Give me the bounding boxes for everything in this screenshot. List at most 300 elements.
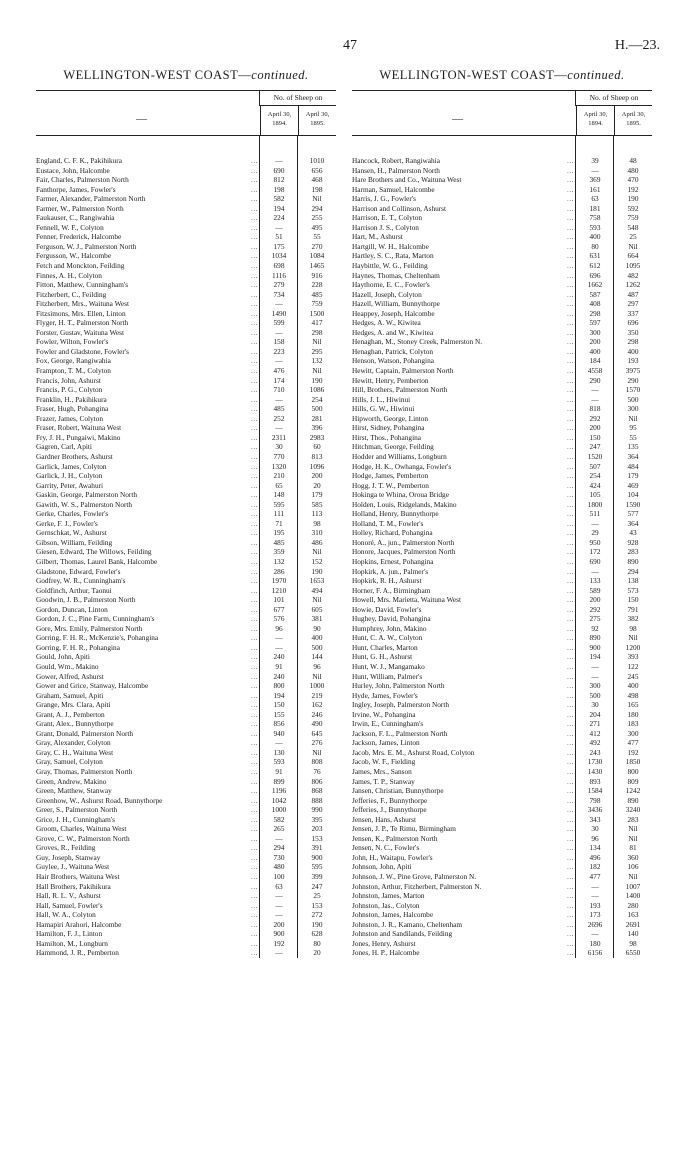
sheep-count-1895: 190	[627, 194, 639, 204]
table-row	[352, 662, 652, 672]
owner-name: Green, Andrew, Makino	[36, 776, 107, 786]
owner-name: Hartgill, W. H., Halcombe	[352, 241, 429, 251]
leader-dots: ...	[251, 356, 258, 366]
leader-dots: ...	[567, 938, 574, 948]
owner-name: Fitzherbert, Mrs., Waituna West	[36, 299, 129, 309]
leader-dots: ...	[567, 814, 574, 824]
sheep-count-1895: 1500	[309, 308, 325, 318]
sheep-count-1894: 63	[591, 194, 599, 204]
owner-name: Gagren, Carl, Apiti	[36, 442, 92, 452]
leader-dots: ...	[567, 585, 574, 595]
sheep-count-1894: 300	[589, 681, 601, 691]
sheep-count-1895: 300	[627, 728, 639, 738]
sheep-count-1895: 270	[311, 241, 323, 251]
owner-name: Gower, Alfred, Ashurst	[36, 671, 104, 681]
sheep-count-1895: 163	[627, 910, 639, 920]
sheep-count-1895: 585	[311, 499, 323, 509]
table-row	[352, 901, 652, 911]
table-row	[36, 700, 336, 710]
sheep-count-1894: 210	[273, 471, 285, 481]
owner-name: Hall, R. L. V., Ashurst	[36, 891, 101, 901]
table-row	[352, 156, 652, 166]
leader-dots: ...	[251, 327, 258, 337]
leader-dots: ...	[567, 852, 574, 862]
sheep-count-1895: 2691	[625, 919, 641, 929]
sheep-count-1894: —	[275, 738, 283, 748]
table-row	[36, 834, 336, 844]
leader-dots: ...	[251, 633, 258, 643]
sheep-count-1894: —	[591, 394, 599, 404]
leader-dots: ...	[567, 165, 574, 175]
table-row	[352, 805, 652, 815]
sheep-count-1894: —	[275, 900, 283, 910]
sheep-count-1894: 30	[275, 442, 283, 452]
table-row	[352, 328, 652, 338]
table-row	[36, 519, 336, 529]
sheep-count-1895: 98	[313, 518, 321, 528]
leader-dots: ...	[567, 537, 574, 547]
leader-dots: ...	[251, 910, 258, 920]
owner-name: Frazer, James, Colyton	[36, 413, 103, 423]
right-title-continued: continued.	[567, 68, 625, 82]
table-row	[36, 290, 336, 300]
sheep-count-1895: 645	[311, 728, 323, 738]
owner-name: Johnson, John, Apiti	[352, 862, 412, 872]
sheep-count-1894: 940	[273, 728, 285, 738]
leader-dots: ...	[251, 900, 258, 910]
sheep-count-1894: 730	[273, 852, 285, 862]
leader-dots: ...	[567, 289, 574, 299]
sheep-count-1895: 573	[627, 585, 639, 595]
sheep-count-1895: 192	[627, 747, 639, 757]
sheep-count-1895: 298	[627, 337, 639, 347]
leader-dots: ...	[567, 776, 574, 786]
owner-name: Hazell, William, Bunnythorpe	[352, 299, 440, 309]
table-row	[352, 586, 652, 596]
sheep-count-1895: 60	[313, 442, 321, 452]
sheep-count-1895: 400	[311, 633, 323, 643]
table-row	[36, 462, 336, 472]
owner-name: Fraser, Hugh, Pohangina	[36, 404, 109, 414]
table-row	[36, 271, 336, 281]
table-row	[36, 251, 336, 261]
leader-dots: ...	[251, 461, 258, 471]
owner-name: Godfrey, W. R., Cunningham's	[36, 576, 126, 586]
table-row	[352, 824, 652, 834]
sheep-count-1894: 148	[273, 490, 285, 500]
sheep-count-1895: 43	[629, 528, 637, 538]
owner-name: Gower and Grice, Stanway, Halcombe	[36, 681, 149, 691]
owner-name: Haythorne, E. C., Fowler's	[352, 280, 430, 290]
sheep-count-1894: 286	[273, 566, 285, 576]
table-row	[36, 194, 336, 204]
owner-name: Johnston, James, Halcombe	[352, 910, 434, 920]
table-row	[36, 929, 336, 939]
leader-dots: ...	[251, 767, 258, 776]
leader-dots: ...	[567, 757, 574, 767]
sheep-count-1895: 20	[313, 480, 321, 490]
sheep-count-1895: 144	[311, 652, 323, 662]
sheep-count-1895: 928	[627, 537, 639, 547]
sheep-count-1895: 800	[627, 767, 639, 776]
table-row	[36, 356, 336, 366]
sheep-count-1894: 593	[589, 222, 601, 232]
table-row	[36, 328, 336, 338]
owner-name: Grant, A. J., Pemberton	[36, 709, 105, 719]
leader-dots: ...	[251, 509, 258, 519]
sheep-count-1895: 162	[311, 700, 323, 710]
owner-name: Hyde, James, Fowler's	[352, 690, 418, 700]
table-row	[36, 557, 336, 567]
owner-name: Fennell, W. F., Colyton	[36, 222, 104, 232]
sheep-count-1895: 190	[311, 919, 323, 929]
table-row	[36, 691, 336, 701]
sheep-count-1895: 759	[627, 213, 639, 223]
leader-dots: ...	[567, 194, 574, 204]
table-row	[352, 567, 652, 577]
sheep-count-1895: 295	[311, 346, 323, 356]
sheep-count-1894: 150	[589, 432, 601, 442]
sheep-count-1895: 484	[627, 461, 639, 471]
leader-dots: ...	[567, 576, 574, 586]
sheep-count-1894: 198	[273, 184, 285, 194]
table-row	[36, 261, 336, 271]
sheep-count-1895: 3975	[625, 366, 641, 376]
table-row	[36, 872, 336, 882]
table-row	[352, 414, 652, 424]
owner-name: Hopkirk, A. jun., Palmer's	[352, 566, 429, 576]
sheep-count-1894: —	[275, 299, 283, 309]
sheep-count-header: No. of Sheep on	[259, 91, 336, 106]
sheep-count-1894: 424	[589, 480, 601, 490]
table-row	[352, 729, 652, 739]
leader-dots: ...	[567, 175, 574, 185]
leader-dots: ...	[567, 929, 574, 939]
table-row	[352, 796, 652, 806]
owner-name: Fox, George, Rangiwahia	[36, 356, 111, 366]
leader-dots: ...	[251, 270, 258, 280]
leader-dots: ...	[567, 642, 574, 652]
leader-dots: ...	[251, 614, 258, 624]
leader-dots: ...	[251, 451, 258, 461]
table-row	[36, 213, 336, 223]
table-row	[352, 843, 652, 853]
sheep-count-1894: 400	[589, 232, 601, 242]
sheep-count-1894: 298	[589, 308, 601, 318]
table-row	[352, 710, 652, 720]
sheep-count-1895: 482	[627, 270, 639, 280]
sheep-count-1895: 106	[627, 862, 639, 872]
table-row	[352, 452, 652, 462]
sheep-count-1894: 161	[589, 184, 601, 194]
sheep-count-1894: 582	[273, 194, 285, 204]
table-row	[352, 242, 652, 252]
leader-dots: ...	[251, 184, 258, 194]
table-row	[36, 538, 336, 548]
sheep-count-1894: 500	[589, 690, 601, 700]
sheep-count-1895: 808	[311, 757, 323, 767]
table-row	[352, 519, 652, 529]
owner-name: Guy, Joseph, Stanway	[36, 852, 101, 862]
sheep-count-1895: 1850	[625, 757, 641, 767]
owner-name: Grange, Mrs. Clara, Apiti	[36, 700, 111, 710]
owner-name: Gawith, W. S., Palmerston North	[36, 499, 133, 509]
leader-dots: ...	[567, 919, 574, 929]
sheep-count-1895: 76	[313, 767, 321, 776]
table-row	[352, 261, 652, 271]
right-section-title	[352, 68, 652, 83]
sheep-count-1895: 190	[311, 566, 323, 576]
owner-name: Johnston, James, Marton	[352, 891, 425, 901]
owner-name: Fry, J. H., Pungaiwi, Makino	[36, 432, 121, 442]
sheep-count-1894: 30	[591, 700, 599, 710]
leader-dots: ...	[251, 843, 258, 853]
sheep-count-1894: —	[275, 891, 283, 901]
table-row	[352, 738, 652, 748]
sheep-count-1895: Nil	[312, 747, 322, 757]
sheep-count-1895: 294	[627, 566, 639, 576]
leader-dots: ...	[251, 661, 258, 671]
sheep-count-1894: 173	[589, 910, 601, 920]
table-row	[36, 662, 336, 672]
leader-dots: ...	[251, 776, 258, 786]
leader-dots: ...	[567, 251, 574, 261]
sheep-count-1895: 868	[311, 786, 323, 796]
table-row	[36, 729, 336, 739]
sheep-count-1894: —	[591, 881, 599, 891]
sheep-count-1894: 710	[273, 385, 285, 395]
table-row	[352, 490, 652, 500]
owner-name: Harman, Samuel, Halcombe	[352, 184, 435, 194]
leader-dots: ...	[251, 891, 258, 901]
left-title-continued: continued.	[251, 68, 309, 82]
leader-dots: ...	[567, 432, 574, 442]
leader-dots: ...	[567, 690, 574, 700]
sheep-count-1895: 487	[627, 289, 639, 299]
sheep-count-1895: 113	[311, 509, 323, 519]
table-row	[352, 347, 652, 357]
leader-dots: ...	[251, 700, 258, 710]
sheep-count-1894: 1034	[271, 251, 287, 261]
table-row	[352, 471, 652, 481]
sheep-count-1894: 950	[589, 537, 601, 547]
sheep-count-1895: 664	[627, 251, 639, 261]
sheep-count-1894: 155	[273, 709, 285, 719]
owner-name: Horner, F. A., Birmingham	[352, 585, 431, 595]
sheep-count-1894: 184	[589, 356, 601, 366]
sheep-count-1895: 190	[311, 375, 323, 385]
leader-dots: ...	[251, 566, 258, 576]
sheep-count-1894: 1320	[271, 461, 287, 471]
owner-name: Hughey, David, Pohangina	[352, 614, 431, 624]
sheep-count-1894: 1730	[587, 757, 603, 767]
table-row	[36, 738, 336, 748]
owner-name: Honoré, A., jun., Palmerston North	[352, 537, 455, 547]
sheep-count-1895: 470	[627, 175, 639, 185]
table-row	[352, 337, 652, 347]
sheep-count-1894: —	[275, 394, 283, 404]
leader-dots: ...	[251, 652, 258, 662]
leader-dots: ...	[567, 623, 574, 633]
sheep-count-1894: 200	[273, 919, 285, 929]
owner-name: Faukauser, C., Rangiwahia	[36, 213, 115, 223]
sheep-count-1895: Nil	[628, 413, 638, 423]
sheep-count-1894: 369	[589, 175, 601, 185]
owner-name: Fitzsimons, Mrs. Ellen, Linton	[36, 308, 126, 318]
leader-dots: ...	[251, 681, 258, 691]
owner-name: Jefferies, J., Bunnythorpe	[352, 805, 427, 815]
sheep-count-1894: 400	[589, 346, 601, 356]
leader-dots: ...	[251, 490, 258, 500]
table-row	[352, 681, 652, 691]
sheep-count-1895: 337	[627, 308, 639, 318]
sheep-count-1895: 55	[313, 232, 321, 242]
sheep-count-1895: Nil	[312, 366, 322, 376]
owner-name: Hopkins, Ernest, Pohangina	[352, 556, 434, 566]
table-row	[36, 767, 336, 777]
leader-dots: ...	[567, 843, 574, 853]
leader-dots: ...	[567, 490, 574, 500]
page-number: 47	[343, 38, 357, 53]
sheep-count-1894: 265	[273, 824, 285, 834]
sheep-count-1894: 71	[275, 518, 283, 528]
table-row	[352, 433, 652, 443]
owner-name: Hancock, Robert, Rangiwahia	[352, 156, 440, 165]
owner-name: Hokinga te Whina, Oroua Bridge	[352, 490, 449, 500]
owner-name: Honore, Jacques, Palmerston North	[352, 547, 456, 557]
sheep-count-1894: 812	[273, 175, 285, 185]
sheep-count-1894: 1210	[271, 585, 287, 595]
sheep-count-1895: 628	[311, 929, 323, 939]
sheep-count-1894: 677	[273, 604, 285, 614]
leader-dots: ...	[567, 375, 574, 385]
owner-name: Hodder and Williams, Longburn	[352, 451, 447, 461]
leader-dots: ...	[567, 413, 574, 423]
sheep-count-1894: 480	[273, 862, 285, 872]
sheep-count-1894: 900	[589, 642, 601, 652]
sheep-count-1895: 916	[311, 270, 323, 280]
sheep-count-1894: —	[275, 910, 283, 920]
leader-dots: ...	[251, 261, 258, 271]
table-row	[36, 586, 336, 596]
table-row	[352, 605, 652, 615]
document-code: H.—23.	[614, 38, 660, 53]
owner-name: James, Mrs., Sanson	[352, 767, 412, 776]
sheep-count-1894: 292	[589, 413, 601, 423]
sheep-count-1894: 193	[589, 900, 601, 910]
owner-name: Holland, Henry, Bunnythorpe	[352, 509, 439, 519]
table-row	[352, 834, 652, 844]
sheep-count-1895: 393	[627, 652, 639, 662]
owner-name: Hunt, C. A. W., Colyton	[352, 633, 423, 643]
sheep-count-1895: 300	[627, 404, 639, 414]
table-row	[36, 414, 336, 424]
leader-dots: ...	[251, 824, 258, 834]
owner-name: Johnston, Arthur, Fitzherbert, Palmerston N.	[352, 881, 482, 891]
leader-dots: ...	[251, 518, 258, 528]
leader-dots: ...	[251, 709, 258, 719]
sheep-count-1895: 605	[311, 604, 323, 614]
sheep-count-1894: 1800	[587, 499, 603, 509]
sheep-count-1894: 223	[273, 346, 285, 356]
owner-name: Franklin, H., Pakihikura	[36, 394, 107, 404]
sheep-count-1895: 80	[313, 938, 321, 948]
owner-name: Fergusson, W., Halcombe	[36, 251, 112, 261]
sheep-count-1895: 179	[311, 490, 323, 500]
table-row	[36, 452, 336, 462]
table-row	[36, 891, 336, 901]
leader-dots: ...	[567, 872, 574, 882]
leader-dots: ...	[251, 719, 258, 729]
leader-dots: ...	[251, 556, 258, 566]
sheep-count-1894: —	[275, 356, 283, 366]
sheep-count-1895: 395	[311, 814, 323, 824]
leader-dots: ...	[251, 394, 258, 404]
sheep-count-1894: —	[275, 633, 283, 643]
leader-dots: ...	[567, 671, 574, 681]
sheep-count-1894: 96	[275, 623, 283, 633]
leader-dots: ...	[567, 614, 574, 624]
sheep-count-1895: 281	[311, 413, 323, 423]
owner-name: Fair, Charles, Palmerston North	[36, 175, 129, 185]
sheep-count-1895: Nil	[628, 833, 638, 843]
table-row	[352, 204, 652, 214]
owner-name: Irwin, E., Cunningham's	[352, 719, 424, 729]
sheep-count-1895: 122	[627, 661, 639, 671]
right-title-text: WELLINGTON-WEST COAST—	[379, 68, 568, 82]
table-row	[36, 347, 336, 357]
owner-name: Jensen, J. P., Te Rimu, Birmingham	[352, 824, 456, 834]
leader-dots: ...	[251, 299, 258, 309]
leader-dots: ...	[251, 671, 258, 681]
leader-dots: ...	[567, 728, 574, 738]
sheep-count-1894: —	[591, 661, 599, 671]
sheep-count-1894: 224	[273, 213, 285, 223]
sheep-count-1894: 194	[273, 690, 285, 700]
sheep-count-1895: 294	[311, 203, 323, 213]
leader-dots: ...	[567, 461, 574, 471]
sheep-count-1894: 408	[589, 299, 601, 309]
sheep-count-1894: 359	[273, 547, 285, 557]
table-row	[352, 223, 652, 233]
table-row	[36, 366, 336, 376]
sheep-count-1894: 200	[589, 595, 601, 605]
sheep-count-1894: 243	[589, 747, 601, 757]
sheep-count-1895: 140	[627, 929, 639, 939]
table-row	[36, 442, 336, 452]
table-row	[352, 576, 652, 586]
leader-dots: ...	[567, 528, 574, 538]
table-row	[352, 404, 652, 414]
sheep-count-1895: 96	[313, 661, 321, 671]
table-row	[352, 500, 652, 510]
sheep-count-1894: 690	[273, 165, 285, 175]
sheep-count-1894: —	[275, 833, 283, 843]
sheep-count-1894: 180	[589, 938, 601, 948]
sheep-count-1894: 1520	[587, 451, 603, 461]
table-row	[36, 633, 336, 643]
leader-dots: ...	[567, 881, 574, 891]
sheep-count-1894: 240	[273, 652, 285, 662]
date1-header: April 30, 1894.	[576, 105, 614, 135]
sheep-count-1895: 350	[627, 327, 639, 337]
table-row	[352, 385, 652, 395]
sheep-count-1894: 631	[589, 251, 601, 261]
leader-dots: ...	[251, 852, 258, 862]
sheep-count-1894: 292	[589, 604, 601, 614]
sheep-count-1894: 134	[589, 843, 601, 853]
table-row	[36, 719, 336, 729]
